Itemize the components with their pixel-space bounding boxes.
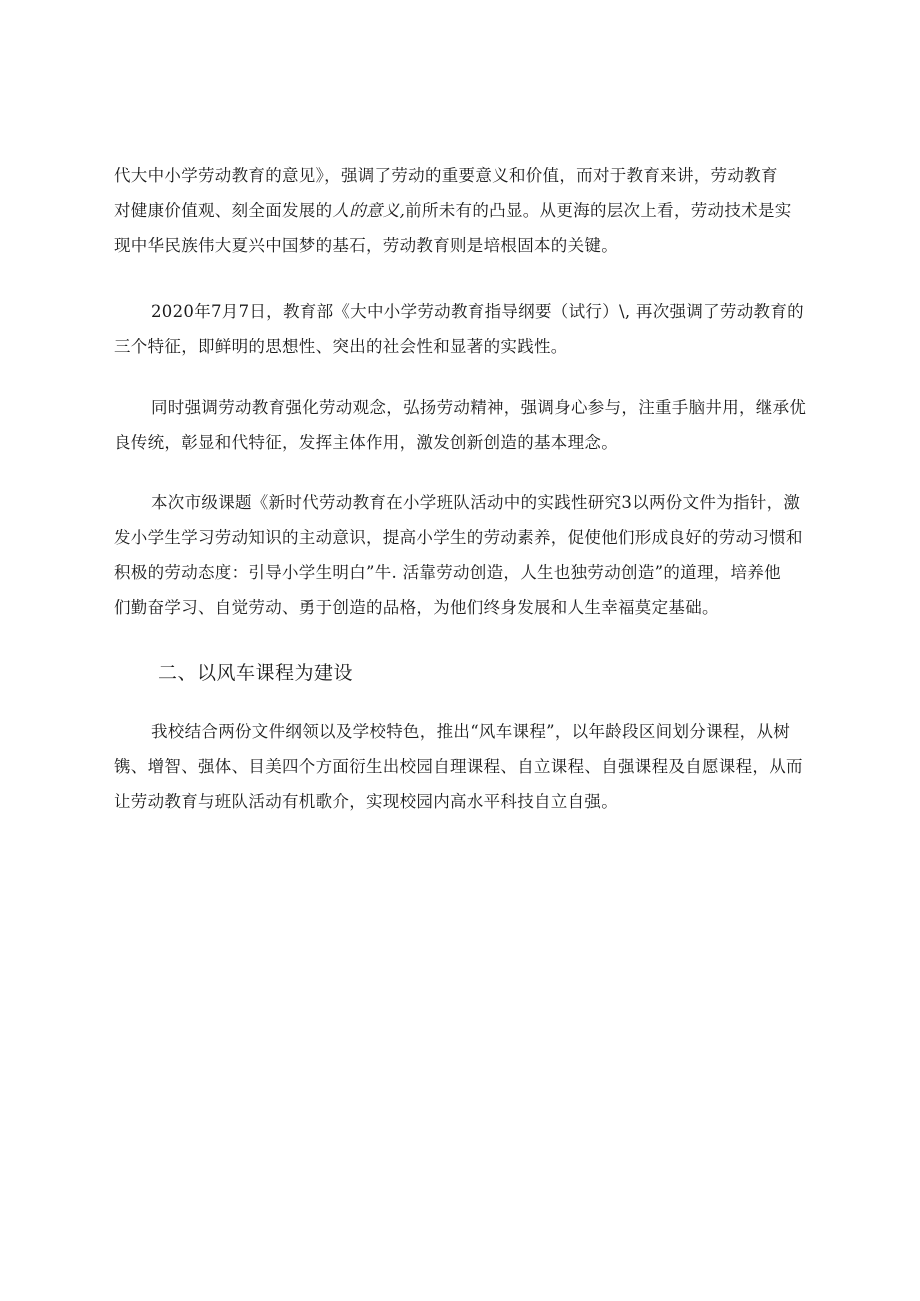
paragraph-line: 代大中小学劳动教育的意见》，强调了劳动的重要意义和价值，而对于教育来讲，劳动教育 — [114, 166, 778, 185]
paragraph-2 — [114, 294, 808, 364]
paragraph-line: 让劳动教育与班队活动有机歌介，实现校园内高水平科技自立自强。 — [114, 792, 618, 811]
paragraph-line: 本次市级课题《新时代劳动教育在小学班队活动中的实践性研究3以两份文件为指针，激 — [151, 493, 801, 512]
paragraph-1 — [114, 158, 808, 263]
paragraph-line: 们勤奋学习、自觉劳动、勇于创造的品格，为他们终身发展和人生幸福莫定基础。 — [114, 598, 719, 617]
paragraph-5 — [114, 714, 808, 819]
paragraph-line — [114, 193, 808, 228]
line-text: 对健康价值观、刻全面发展的 — [114, 201, 333, 220]
paragraph-line: 我校结合两份文件纲领以及学校特色，推出“风车课程”，以年龄段区间划分课程，从树 — [151, 722, 791, 741]
italic-text: 人的意义, — [332, 201, 406, 220]
paragraph-4 — [114, 485, 808, 625]
paragraph-line: 积极的劳动态度：引导小学生明白”牛. 活靠劳动创造，人生也独劳动创造”的道理，培养他 — [114, 563, 781, 582]
line-text: 前所未有的凸显。从更海的层次上看，劳动技术是实 — [405, 201, 792, 220]
paragraph-line: 2020年7月7日，教育部《大中小学劳动教育指导纲要（试行）\, 再次强调了劳动教育的 — [151, 302, 804, 321]
paragraph-line: 同时强调劳动教育强化劳动观念，弘扬劳动精神，强调身心参与，注重手脑井用，继承优 — [151, 398, 807, 417]
paragraph-line: 良传统，彰显和代特征，发挥主体作用，激发创新创造的基本理念。 — [114, 433, 618, 452]
paragraph-3 — [114, 390, 808, 460]
paragraph-line: 发小学生学习劳动知识的主动意识，提高小学生的劳动素养，促使他们形成良好的劳动习惯和 — [114, 528, 803, 547]
paragraph-line: 三个特征，即鲜明的思想性、突出的社会性和显著的实践性。 — [114, 337, 568, 356]
section-heading: 二、以风车课程为建设 — [158, 662, 354, 684]
paragraph-line: 现中华民族伟大夏兴中国梦的基石，劳动教育则是培根固本的关键。 — [114, 236, 618, 255]
paragraph-line: 镌、增智、强体、目美四个方面衍生出校园自理课程、自立课程、自强课程及自愿课程，从而 — [114, 757, 803, 776]
